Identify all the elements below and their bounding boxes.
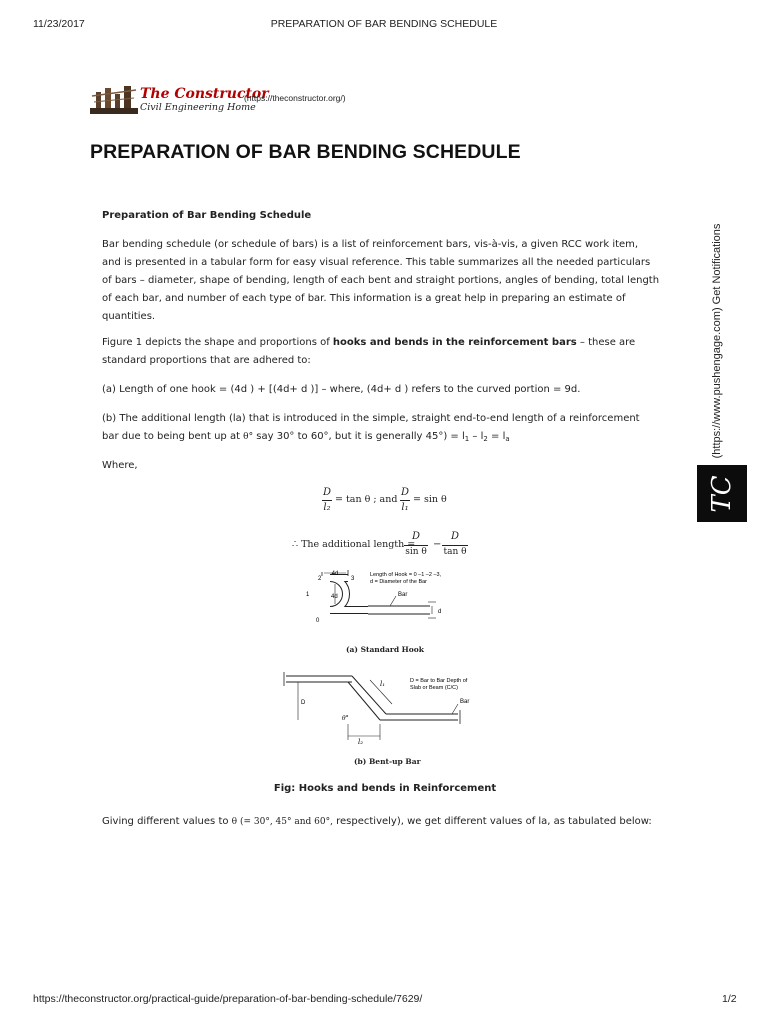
page-title: PREPARATION OF BAR BENDING SCHEDULE: [90, 141, 521, 163]
dim-l2: l₂: [358, 738, 364, 746]
figure-a-label: (a) Standard Hook: [346, 645, 424, 654]
subscript-1: 1: [464, 435, 470, 443]
figure-intro-paragraph: [102, 334, 667, 370]
hook-note-line1: Length of Hook = 0 –1 –2 –3,: [370, 572, 442, 578]
point-b-line1: (b) The additional length (la) that is introduced in the simple, straight end-to-end length of a reinforcement: [102, 413, 640, 424]
point-b-eq: = l: [487, 431, 506, 442]
formula-numerator: D: [411, 531, 421, 542]
logo-tagline: Civil Engineering Home: [140, 102, 256, 113]
dim-D: D: [301, 700, 306, 706]
formula-denominator: l₂: [323, 502, 331, 513]
where-label: Where,: [102, 460, 138, 471]
intro-line: quantities.: [102, 311, 156, 322]
logo-url-link[interactable]: (https://theconstructor.org/): [244, 93, 346, 103]
bent-note-line2: Slab or Beam (C/C): [410, 685, 458, 691]
formula-additional-length: [292, 531, 472, 565]
subscript-a: a: [505, 435, 510, 443]
point-1: 1: [306, 592, 310, 598]
formula-denominator: l₁: [401, 502, 409, 513]
intro-paragraph: [102, 236, 667, 326]
formula-denominator: sin θ: [405, 547, 427, 557]
closing-suffix: respectively), we get different values of la, as tabulated below:: [332, 816, 652, 827]
formula-label: ∴ The additional length =: [292, 539, 416, 550]
hooks-bends-link[interactable]: hooks and bends in the reinforcement bars: [332, 337, 577, 348]
bar-label: Bar: [460, 699, 470, 705]
bent-note-line1: D = Bar to Bar Depth of: [410, 678, 468, 684]
intro-line: Bar bending schedule (or schedule of bars) is a list of reinforcement bars, vis-à-vis, a given RCC work item,: [102, 239, 639, 250]
formula-text: = tan θ ; and: [335, 494, 398, 505]
print-footer-url: https://theconstructor.org/practical-guide/preparation-of-bar-bending-schedule/7629/: [33, 993, 423, 1005]
logo-name: The Constructor: [140, 86, 269, 102]
dim-d: d: [438, 609, 442, 615]
tc-badge[interactable]: [697, 465, 747, 522]
point-b-mid: say 30° to 60°, but it is generally 45°) = l: [253, 431, 465, 442]
point-0: 0: [316, 618, 320, 624]
formula-numerator: D: [450, 531, 460, 542]
formula-denominator: tan θ: [443, 547, 467, 557]
point-b-prefix: bar due to being bent up at: [102, 431, 244, 442]
point-a: (a) Length of one hook = (4d ) + [(4d+ d )] – where, (4d+ d ) refers to the curved portion = 9d.: [102, 384, 581, 395]
figure-b-label: (b) Bent-up Bar: [354, 757, 421, 766]
fig-intro-line2: standard proportions that are adhered to:: [102, 355, 311, 366]
formula-numerator: D: [400, 487, 410, 498]
fraction-bar: [322, 500, 332, 501]
closing-prefix: Giving different values to: [102, 816, 232, 827]
article-subtitle: Preparation of Bar Bending Schedule: [102, 210, 312, 221]
print-title: PREPARATION OF BAR BENDING SCHEDULE: [270, 18, 498, 30]
point-b: [102, 410, 667, 448]
fraction-bar: [400, 500, 410, 501]
bar-label: Bar: [398, 592, 408, 598]
formula-tan-sin: [322, 487, 462, 519]
formula-numerator: D: [322, 487, 332, 498]
intro-line: of bars – diameter, shape of bending, length of each bent and straight portions, angles of bending, total length: [102, 275, 660, 286]
point-b-minus: – l: [469, 431, 484, 442]
print-page-number: 1/2: [722, 993, 737, 1005]
print-date: 11/23/2017: [33, 18, 85, 30]
formula-minus: −: [433, 539, 442, 550]
point-3: 3: [351, 576, 355, 582]
intro-line: of each bar, and number of each type of bar. This information is a great help in preparing an estimate of: [102, 293, 626, 304]
get-notifications-text: (https://www.pushengage.com) Get Notifications: [711, 223, 723, 459]
standard-hook-diagram: [300, 566, 460, 646]
fraction-bar: [442, 545, 468, 546]
constructor-logo-icon: [90, 84, 138, 116]
point-b-line2: [102, 428, 667, 448]
fig-intro-suffix: – these are: [576, 337, 636, 348]
subscript-2: 2: [483, 435, 488, 443]
fig-intro-prefix: Figure 1 depicts the shape and proportions of: [102, 337, 333, 348]
bent-up-bar-diagram: [276, 668, 476, 748]
hook-note-line2: d = Diameter of the Bar: [370, 579, 428, 585]
site-logo[interactable]: [90, 84, 352, 118]
dim-4d-top: 4d: [331, 571, 339, 577]
dim-l1: l₁: [380, 680, 386, 688]
dim-4d-side: 4d: [331, 594, 338, 600]
angle-theta: θ°: [342, 715, 349, 722]
formula-text: = sin θ: [413, 494, 447, 505]
closing-theta: θ (= 30°, 45° and 60°,: [231, 817, 333, 827]
tc-logo-icon: TC: [707, 474, 737, 513]
theta-symbol: θ°: [243, 432, 254, 442]
fraction-bar: [404, 545, 428, 546]
closing-line: [102, 813, 667, 831]
intro-line: and is presented in a tabular form for easy visual reference. This table summarizes all the needed particulars: [102, 257, 651, 268]
get-notifications-link[interactable]: [706, 210, 728, 472]
point-2: 2: [318, 576, 322, 582]
figure-caption: Fig: Hooks and bends in Reinforcement: [273, 783, 497, 794]
